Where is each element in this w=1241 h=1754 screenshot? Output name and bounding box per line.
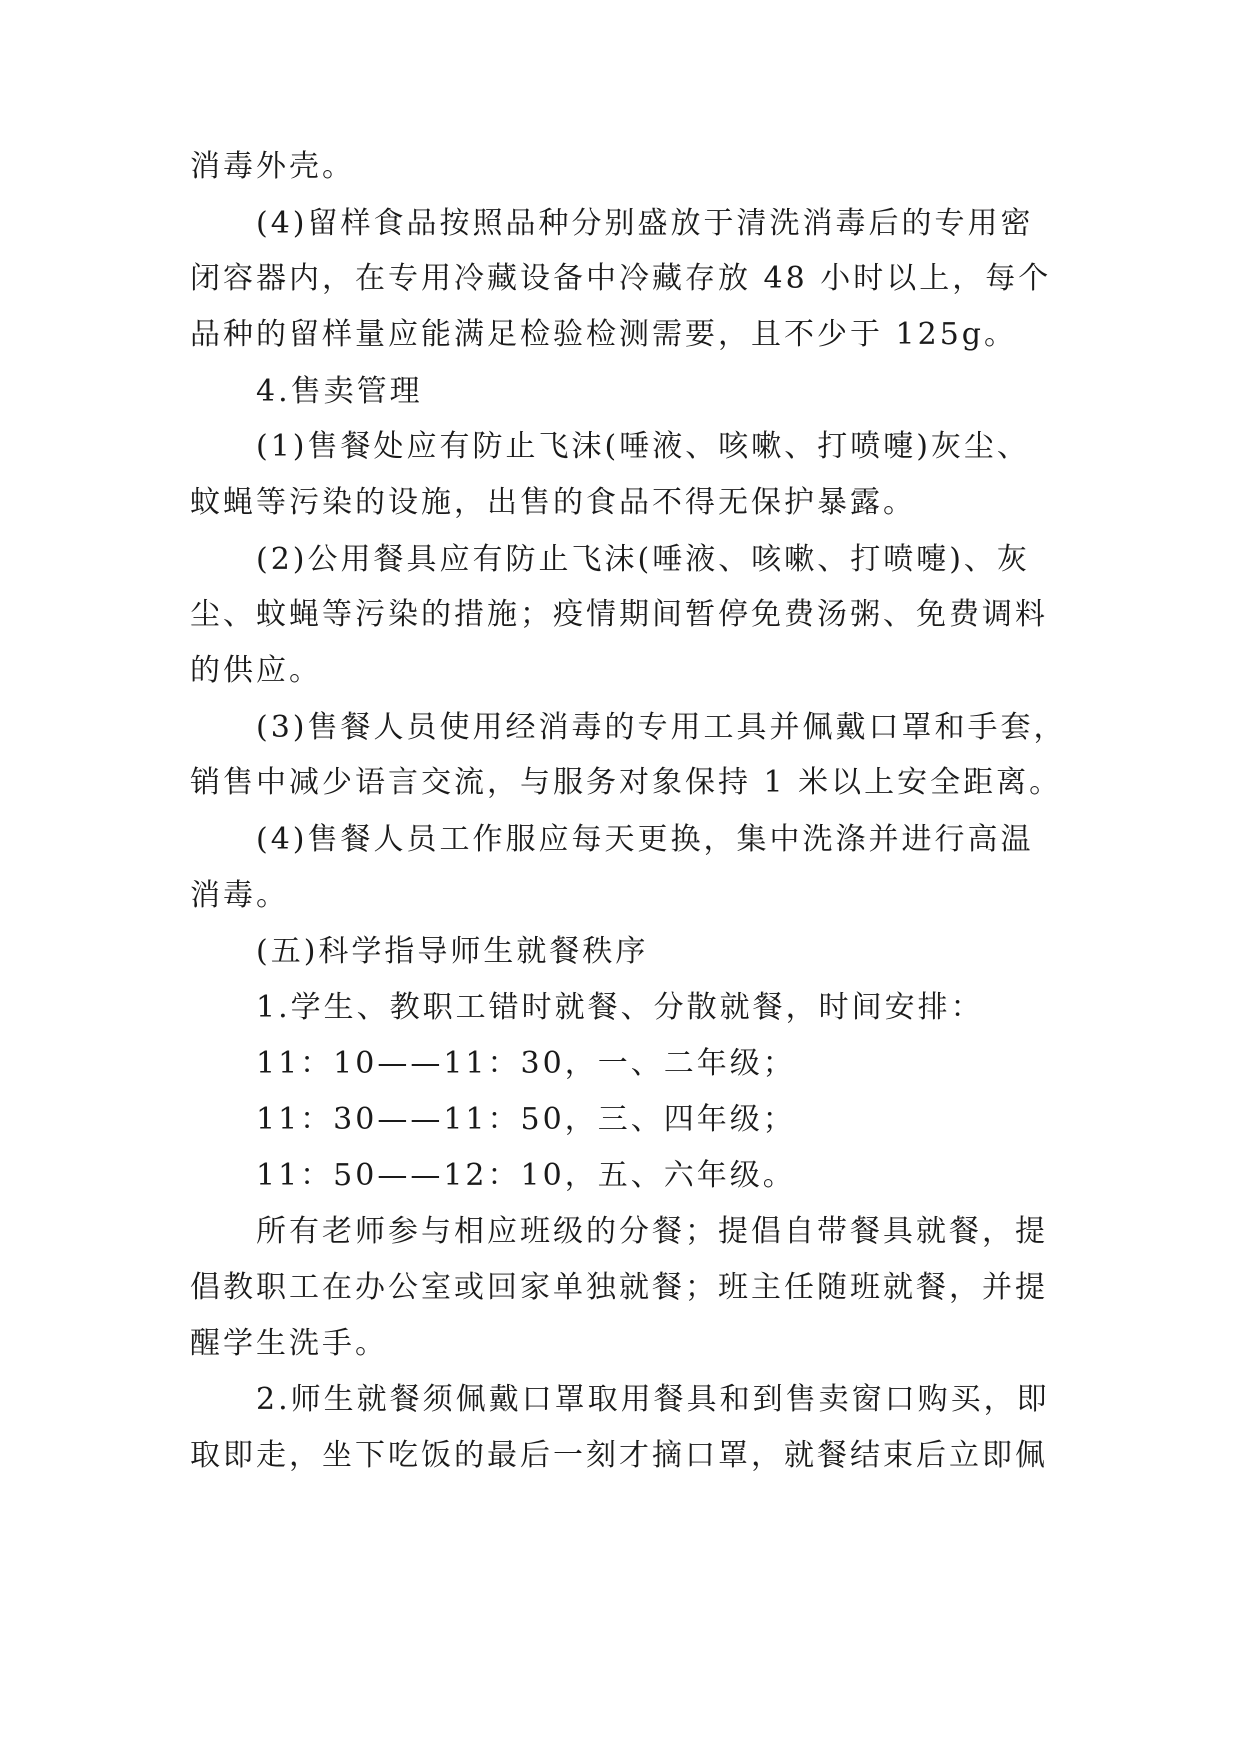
text-line: 销售中减少语言交流，与服务对象保持 1 米以上安全距离。 [190,765,1063,800]
schedule-line: 11：10——11：30，一、二年级； [256,1046,796,1081]
text-line: 醒学生洗手。 [190,1326,388,1361]
text-line: 的供应。 [190,653,322,688]
text-line: (2)公用餐具应有防止飞沫(唾液、咳嗽、打喷嚏)、灰 [256,542,1030,577]
text-line: 所有老师参与相应班级的分餐；提倡自带餐具就餐，提 [256,1214,1048,1249]
schedule-line: 11：30——11：50，三、四年级； [256,1102,796,1137]
text-line: 闭容器内，在专用冷藏设备中冷藏存放 48 小时以上，每个 [190,261,1052,296]
schedule-line: 11：50——12：10，五、六年级。 [256,1158,796,1193]
text-line: 取即走，坐下吃饭的最后一刻才摘口罩，就餐结束后立即佩 [190,1438,1048,1473]
text-line: (4)售餐人员工作服应每天更换，集中洗涤并进行高温 [256,822,1034,857]
text-line: 品种的留样量应能满足检验检测需要，且不少于 125g。 [190,317,1018,352]
text-line: 消毒外壳。 [190,149,355,184]
text-line: (1)售餐处应有防止飞沫(唾液、咳嗽、打喷嚏)灰尘、 [256,429,1030,464]
text-line: 2.师生就餐须佩戴口罩取用餐具和到售卖窗口购买，即 [256,1382,1050,1417]
text-line: 1.学生、教职工错时就餐、分散就餐，时间安排： [256,990,984,1025]
text-line: (3)售餐人员使用经消毒的专用工具并佩戴口罩和手套， [256,710,1067,745]
section-heading: (五)科学指导师生就餐秩序 [256,934,649,969]
section-heading: 4.售卖管理 [256,374,423,409]
text-line: 蚊蝇等污染的设施，出售的食品不得无保护暴露。 [190,485,916,520]
text-line: 倡教职工在办公室或回家单独就餐；班主任随班就餐，并提 [190,1270,1048,1305]
text-line: 消毒。 [190,878,289,913]
text-line: 尘、蚊蝇等污染的措施；疫情期间暂停免费汤粥、免费调料 [190,597,1048,632]
text-line: (4)留样食品按照品种分别盛放于清洗消毒后的专用密 [256,206,1034,241]
